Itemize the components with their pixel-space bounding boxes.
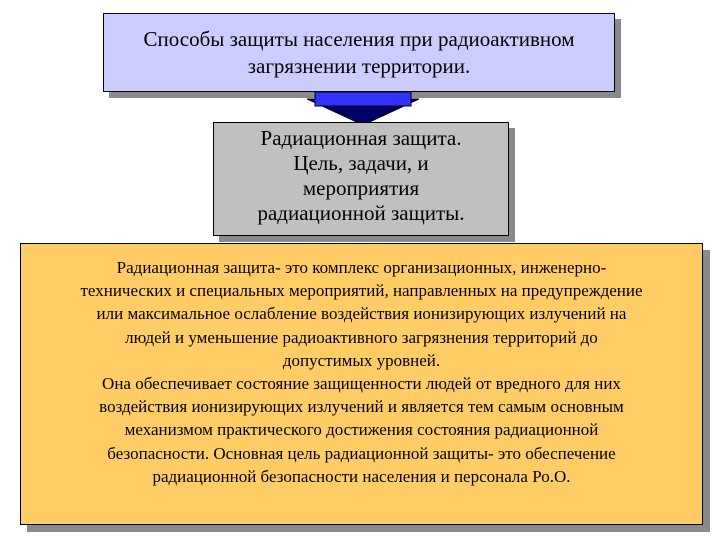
definition-line: людей и уменьшение радиоактивного загрязнения территорий до [125, 327, 598, 347]
definition-line: допустимых уровней. [282, 350, 441, 370]
definition-line: безопасности. Основная цель радиационной защиты- это обеспечение [107, 443, 616, 463]
section-line: Радиационная защита. [260, 126, 462, 150]
definition-line: технических и специальных мероприятий, направленных на предупреждение [80, 281, 643, 301]
definition-line: радиационной безопасности населения и персонала Ро.О. [152, 466, 571, 486]
arrow-down-icon [307, 92, 419, 126]
title-box [103, 13, 615, 92]
title-line: Способы защиты населения при радиоактивном [143, 27, 575, 51]
section-box [213, 122, 509, 236]
section-line: радиационной защиты. [257, 201, 465, 225]
section-line: Цель, задачи, и [293, 151, 429, 175]
definition-line: Она обеспечивает состояние защищенности людей от вредного для них [102, 374, 621, 394]
definition-box [20, 243, 703, 525]
section-line: мероприятия [302, 176, 420, 200]
definition-line: механизмом практического достижения состояния радиационной [124, 420, 599, 440]
definition-line: воздействия ионизирующих излучений и является тем самым основным [99, 397, 624, 417]
arrow-shaft [315, 92, 411, 106]
definition-line: Радиационная защита- это комплекс организационных, инженерно- [116, 258, 607, 277]
title-line: загрязнении территории. [247, 54, 471, 78]
definition-line: или максимальное ослабление воздействия ионизирующих излучений на [96, 304, 627, 324]
